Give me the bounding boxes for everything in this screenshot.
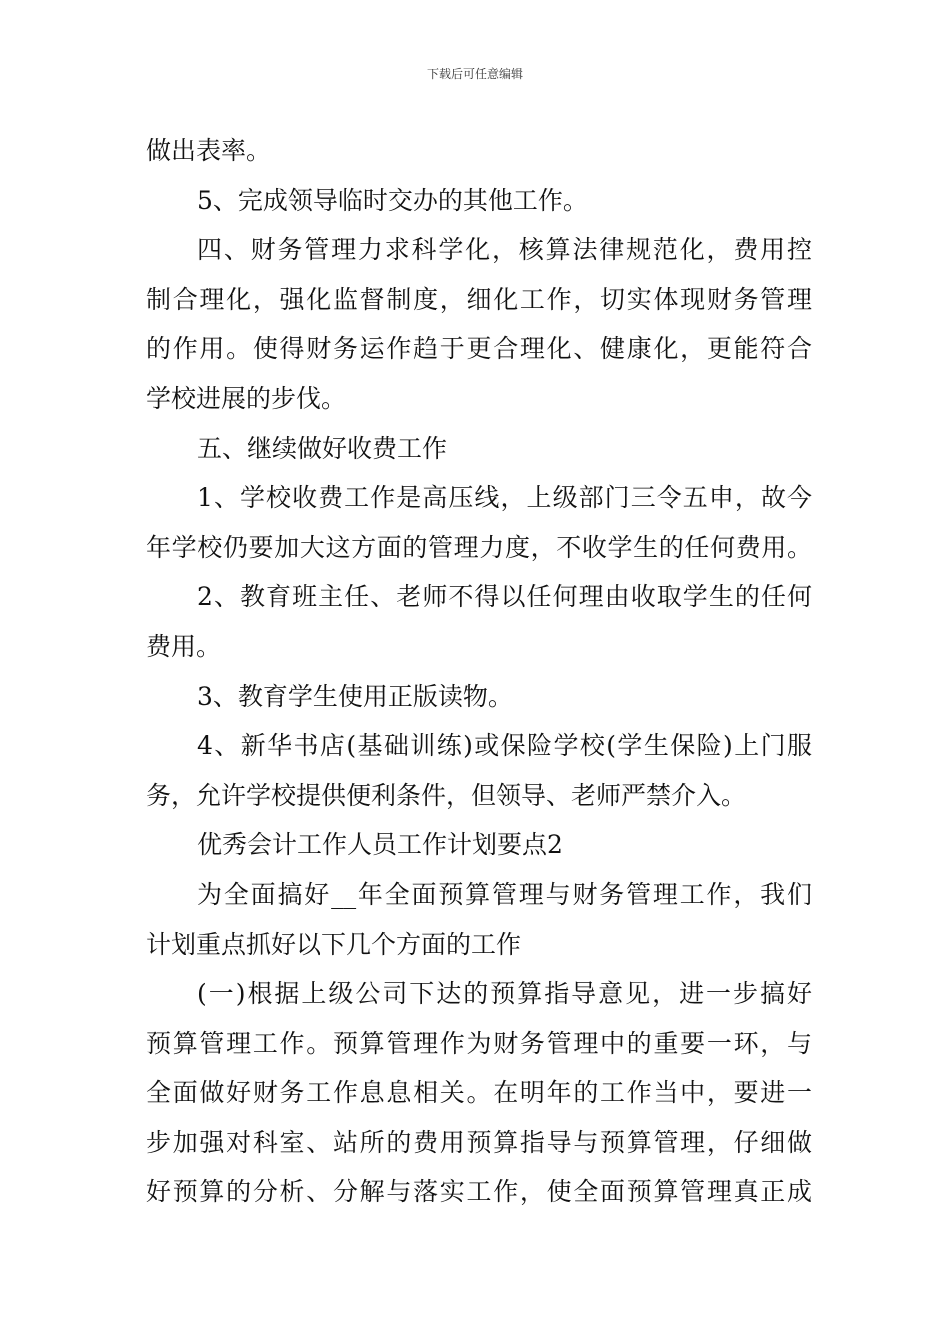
paragraph-line: 全面做好财务工作息息相关。在明年的工作当中，要进一	[146, 1078, 812, 1108]
paragraph-line: 步加强对科室、站所的费用预算指导与预算管理，仔细做	[146, 1127, 812, 1157]
paragraph-line: 费用。	[146, 631, 222, 661]
paragraph-line: 年学校仍要加大这方面的管理力度，不收学生的任何费用。	[146, 532, 812, 562]
paragraph-line: 的作用。使得财务运作趋于更合理化、健康化，更能符合	[146, 334, 812, 364]
paragraph-line: 2、教育班主任、老师不得以任何理由收取学生的任何	[197, 582, 812, 612]
paragraph-line: 学校进展的步伐。	[146, 383, 347, 413]
paragraph-line: 预算管理工作。预算管理作为财务管理中的重要一环，与	[146, 1028, 812, 1058]
paragraph-line: 4、新华书店(基础训练)或保险学校(学生保险)上门服	[197, 731, 812, 761]
paragraph-line: 5、完成领导临时交办的其他工作。	[197, 185, 588, 215]
page-header: 下载后可任意编辑	[426, 67, 523, 81]
paragraph-line: (一)根据上级公司下达的预算指导意见，进一步搞好	[197, 979, 812, 1009]
paragraph-line: 计划重点抓好以下几个方面的工作	[146, 929, 522, 959]
paragraph-line: 四、财务管理力求科学化，核算法律规范化，费用控	[197, 235, 812, 265]
section-heading: 优秀会计工作人员工作计划要点2	[197, 830, 563, 860]
paragraph-line: 五、继续做好收费工作	[197, 433, 448, 463]
paragraph-line: 1、学校收费工作是高压线，上级部门三令五申，故今	[197, 483, 812, 513]
paragraph-line: 为全面搞好__年全面预算管理与财务管理工作，我们	[197, 879, 812, 909]
document-body	[146, 126, 812, 1217]
paragraph-line: 做出表率。	[146, 136, 272, 165]
paragraph-line: 制合理化，强化监督制度，细化工作，切实体现财务管理	[146, 284, 812, 314]
paragraph-line: 3、教育学生使用正版读物。	[197, 681, 513, 711]
paragraph-line: 好预算的分析、分解与落实工作，使全面预算管理真正成	[146, 1177, 812, 1207]
paragraph-line: 务，允许学校提供便利条件，但领导、老师严禁介入。	[146, 780, 747, 810]
